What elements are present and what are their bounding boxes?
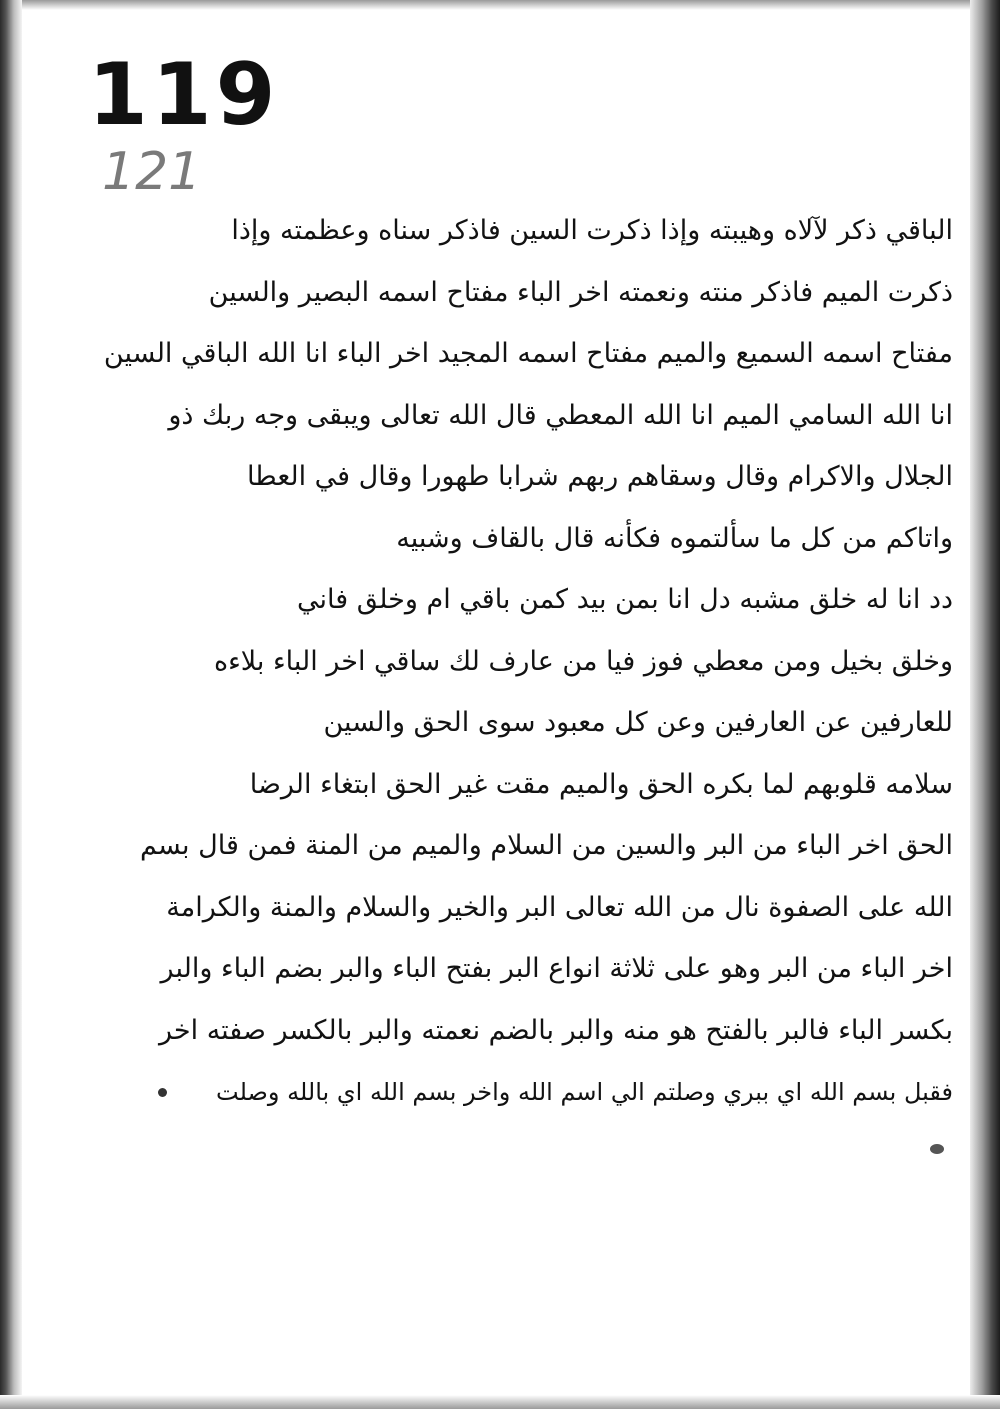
folio-number: 119: [88, 45, 280, 145]
manuscript-line: ذكرت الميم فاذكر منته ونعمته اخر الباء مفتاح اسمه البصير والسين: [208, 276, 953, 308]
page-right-edge: [970, 0, 1000, 1409]
manuscript-line: اخر الباء من البر وهو على ثلاثة انواع البر بفتح الباء والبر بضم الباء والبر: [160, 953, 953, 985]
manuscript-line: واتاكم من كل ما سألتموه فكأنه قال بالقاف وشبيه: [396, 522, 953, 554]
ink-smudge: [930, 1144, 944, 1154]
page-left-edge: [0, 0, 22, 1409]
page-top-edge: [0, 0, 1000, 10]
ink-dot: [158, 1088, 167, 1097]
manuscript-line: فقبل بسم الله اي ببري وصلتم الي اسم الله واخر بسم الله اي بالله وصلت: [216, 1077, 953, 1106]
manuscript-line: بكسر الباء فالبر بالفتح هو منه والبر بالضم نعمته والبر بالكسر صفته اخر: [159, 1014, 953, 1046]
manuscript-line: سلامه قلوبهم لما بكره الحق والميم مقت غير الحق ابتغاء الرضا: [249, 768, 953, 800]
manuscript-text-block: [103, 200, 953, 1123]
page-bottom-edge: [0, 1395, 1000, 1409]
manuscript-line: دد انا له خلق مشبه دل انا بمن بيد كمن باقي ام وخلق فاني: [296, 584, 953, 616]
manuscript-line: الباقي ذكر لآلاه وهيبته وإذا ذكرت السين فاذكر سناه وعظمته وإذا: [231, 215, 953, 247]
folio-alternate-number: 121: [102, 142, 202, 202]
manuscript-line: الجلال والاكرام وقال وسقاهم ربهم شرابا طهورا وقال في العطا: [246, 461, 953, 493]
manuscript-line: الحق اخر الباء من البر والسين من السلام والميم من المنة فمن قال بسم: [140, 830, 953, 862]
manuscript-line: انا الله السامي الميم انا الله المعطي قال الله تعالى ويبقى وجه ربك ذو: [168, 399, 953, 431]
manuscript-line: للعارفين عن العارفين وعن كل معبود سوى الحق والسين: [323, 707, 953, 739]
manuscript-line: مفتاح اسمه السميع والميم مفتاح اسمه المجيد اخر الباء انا الله الباقي السين: [103, 338, 953, 370]
manuscript-line: وخلق بخيل ومن معطي فوز فيا من عارف لك ساقي اخر الباء بلاءه: [213, 645, 953, 677]
manuscript-line: الله على الصفوة نال من الله تعالى البر والخير والسلام والمنة والكرامة: [166, 891, 953, 923]
